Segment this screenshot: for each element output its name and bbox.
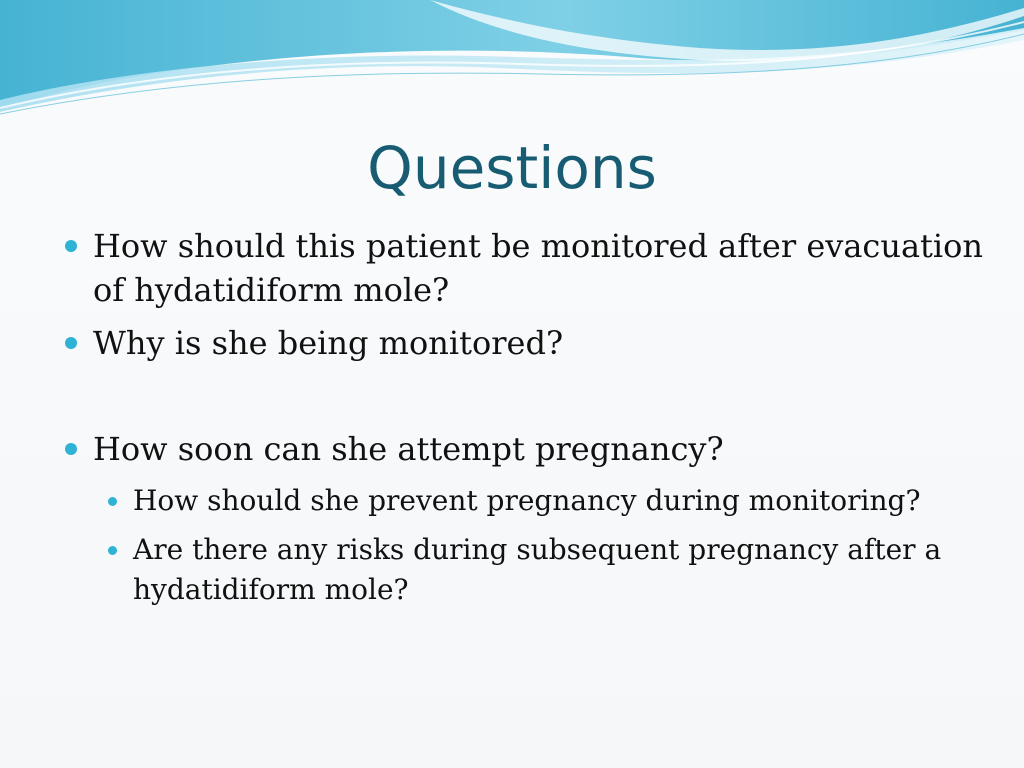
bullet-item: [93, 321, 993, 365]
bullet-item: [93, 427, 993, 471]
bullet-dot-icon: [65, 337, 77, 349]
bullet-item: [93, 224, 993, 312]
bullet-text: How should this patient be monitored after evacuation of hydatidiform mole?: [93, 227, 983, 309]
bullet-text: How soon can she attempt pregnancy?: [93, 430, 724, 468]
sub-bullet-item: [133, 530, 983, 610]
slide-title: Questions: [367, 134, 657, 202]
sub-bullet-item: [133, 481, 983, 521]
bullet-dot-icon: [65, 443, 77, 455]
sub-bullet-dot-icon: [108, 497, 117, 506]
bullet-text: How should she prevent pregnancy during monitoring?: [133, 484, 921, 517]
bullet-text: Are there any risks during subsequent pregnancy after a hydatidiform mole?: [133, 533, 942, 606]
sub-bullet-dot-icon: [108, 546, 117, 555]
bullet-text: Why is she being monitored?: [93, 324, 564, 362]
bullet-dot-icon: [65, 240, 77, 252]
